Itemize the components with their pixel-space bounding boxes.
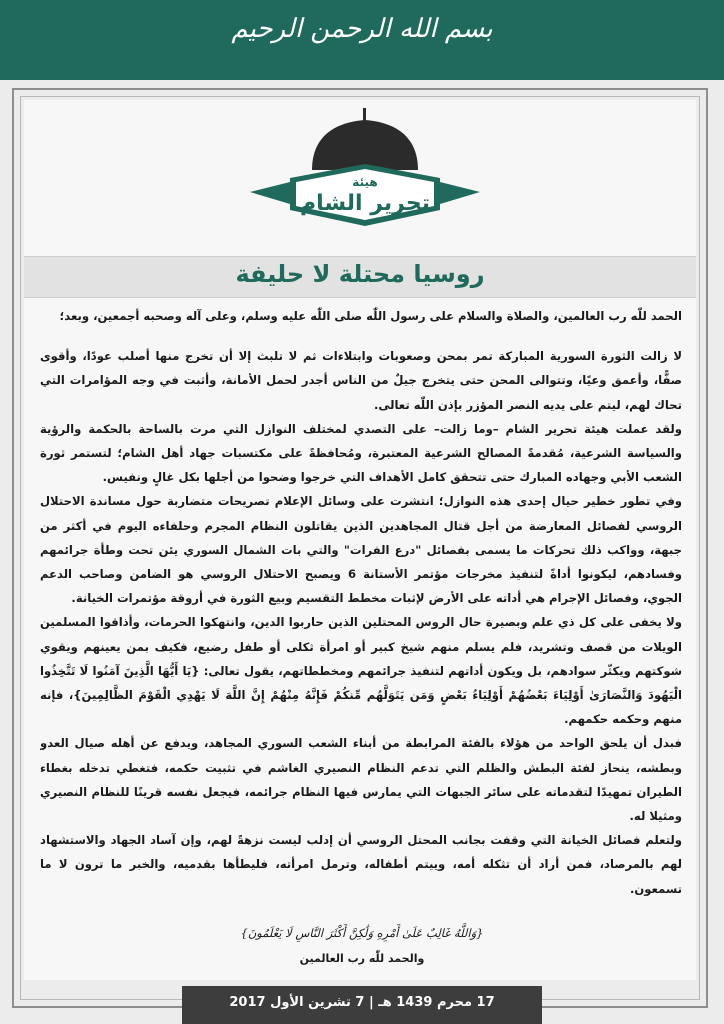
body-paragraph-2: ولقد عملت هيئة تحرير الشام –وما زالت– على التصدي لمختلف النوازل التي مرت بالساحة بالحكمة والرؤية والسياسة الشرعية، مُقدمةً المصالح الشرعية المعتبرة، ومُحافظةً على مكتسبات جهاد أهل الشام؛ لتستمر ثورة الشعب الأبي وجهاده المبارك حتى تتحقق كامل الأهداف التي خرجوا وضحوا من أجلها بكل غالٍ ونفيس. <box>40 421 682 485</box>
statement-date: 17 محرم 1439 هـ | 7 تشرين الأول 2017 <box>229 995 495 1010</box>
body-paragraph-4: ولا يخفى على كل ذي علم وبصيرة حال الروس المحتلين الذين حاربوا الدين، وانتهكوا الحرمات، وأذاقوا المسلمين الويلات من قصف وتشريد، فلم يسلم منهم شيخ كبير أو امرأة ثكلى أو طفل رضيع، فكيف بمن يعينهم ويقوي شوكتهم ويكثّر سوادهم، بل ويكون أداتهم لتنفيذ جرائمهم ومخططاتهم، يقول تعالى: {يَا أَيُّهَا الَّذِينَ آمَنُوا لَا تَتَّخِذُوا الْيَهُودَ وَالنَّصَارَىٰ أَوْلِيَاءَ بَعْضُهُمْ أَوْلِيَاءُ بَعْضٍ وَمَن يَتَوَلَّهُم مِّنكُمْ فَإِنَّهُ مِنْهُمْ إِنَّ اللَّهَ لَا يَهْدِي الْقَوْمَ الظَّالِمِينَ}، فإنه منهم وحكمه حكمهم. <box>40 615 682 727</box>
body-paragraph-6: ولتعلم فصائل الخيانة التي وقفت بجانب المحتل الروسي أن إدلب ليست نزهةً لهم، وإن آساد الجهاد والاستشهاد لهم بالمرصاد، فمن أراد أن تثكله أمه، وييتم أطفاله، وترمل امرأته، فليطأها بقدميه، والخبر ما ترون لا ما تسمعون. <box>40 833 682 896</box>
body-paragraph-3: وفي تطور خطير حيال إحدى هذه النوازل؛ انتشرت على وسائل الإعلام تصريحات متضاربة حول مساندة الاحتلال الروسي لفصائل المعارضة من أجل قتال المجاهدين الذين يقاتلون النظام المجرم وحلفاءه اليوم في أكثر من جبهة، وواكب ذلك تحركات ما يسمى بفصائل "درع الفرات" والتي بات الشمال السوري يئن تحت وطأة جرائمهم وفسادهم، ليكونوا أداةً لتنفيذ مخرجات مؤتمر الأستانة 6 ويصبح الاحتلال الروسي هو الضامن وصاحب الدعم الجوي، وفصائل الإجرام هي أداته على الأرض لإثبات مخطط التقسيم وبيع الثورة في أروقة مؤتمرات الخيانة. <box>40 494 682 606</box>
quran-verse: {وَاللَّهُ غَالِبٌ عَلَىٰ أَمْرِهِ وَلَٰكِنَّ أَكْثَرَ النَّاسِ لَا يَعْلَمُونَ} <box>240 926 484 940</box>
closing-line: والحمد للّٰه رب العالمين <box>299 952 425 965</box>
logo-name: تحرير الشام <box>300 191 430 216</box>
body-paragraph-5: فبدل أن يلحق الواحد من هؤلاء بالفئة المرابطة من أبناء الشعب السوري المجاهد، ويدفع عن أهله صيال العدو وبطشه، ينحاز لفئة البطش والظلم التي تدعم النظام النصيري الغاشم في تثبيت حكمه، فتغطي تدخله بغطاء الطيران تمهيدًا لتقدماته على سائر الجبهات التي يمارس فيها النظام جرائمه، فيجعل نفسه قرينًا للنظام النصيري ومثيلا له. <box>40 736 682 824</box>
body-paragraph-1: لا زالت الثورة السورية المباركة تمر بمحن وصعوبات وابتلاءات ثم لا تلبث إلا أن تخرج منها أصلب عودًا، وأقوى صفًّا، وأعمق وعيًا، وتتوالى المحن حتى يتخرج جيلٌ من الناس أجدر لحمل الأمانة، وأثبت في وجه المؤامرات التي تحاك لهم، ليتم على يديه النصر المؤزر بإذن اللّٰه تعالى. <box>40 349 682 412</box>
statement-body <box>40 304 682 920</box>
statement-title: روسيا محتلة لا حليفة <box>235 260 485 288</box>
opening-line: الحمد للّٰه رب العالمين، والصلاة والسلام على رسول اللّٰه صلى اللّٰه عليه وسلم، وعلى آله وصحبه أجمعين، وبعد؛ <box>59 309 682 323</box>
logo-small-label: هيئة <box>352 175 378 189</box>
dome-logo-icon <box>250 108 480 238</box>
basmala-calligraphy: بسم الله الرحمن الرحيم <box>231 14 493 44</box>
